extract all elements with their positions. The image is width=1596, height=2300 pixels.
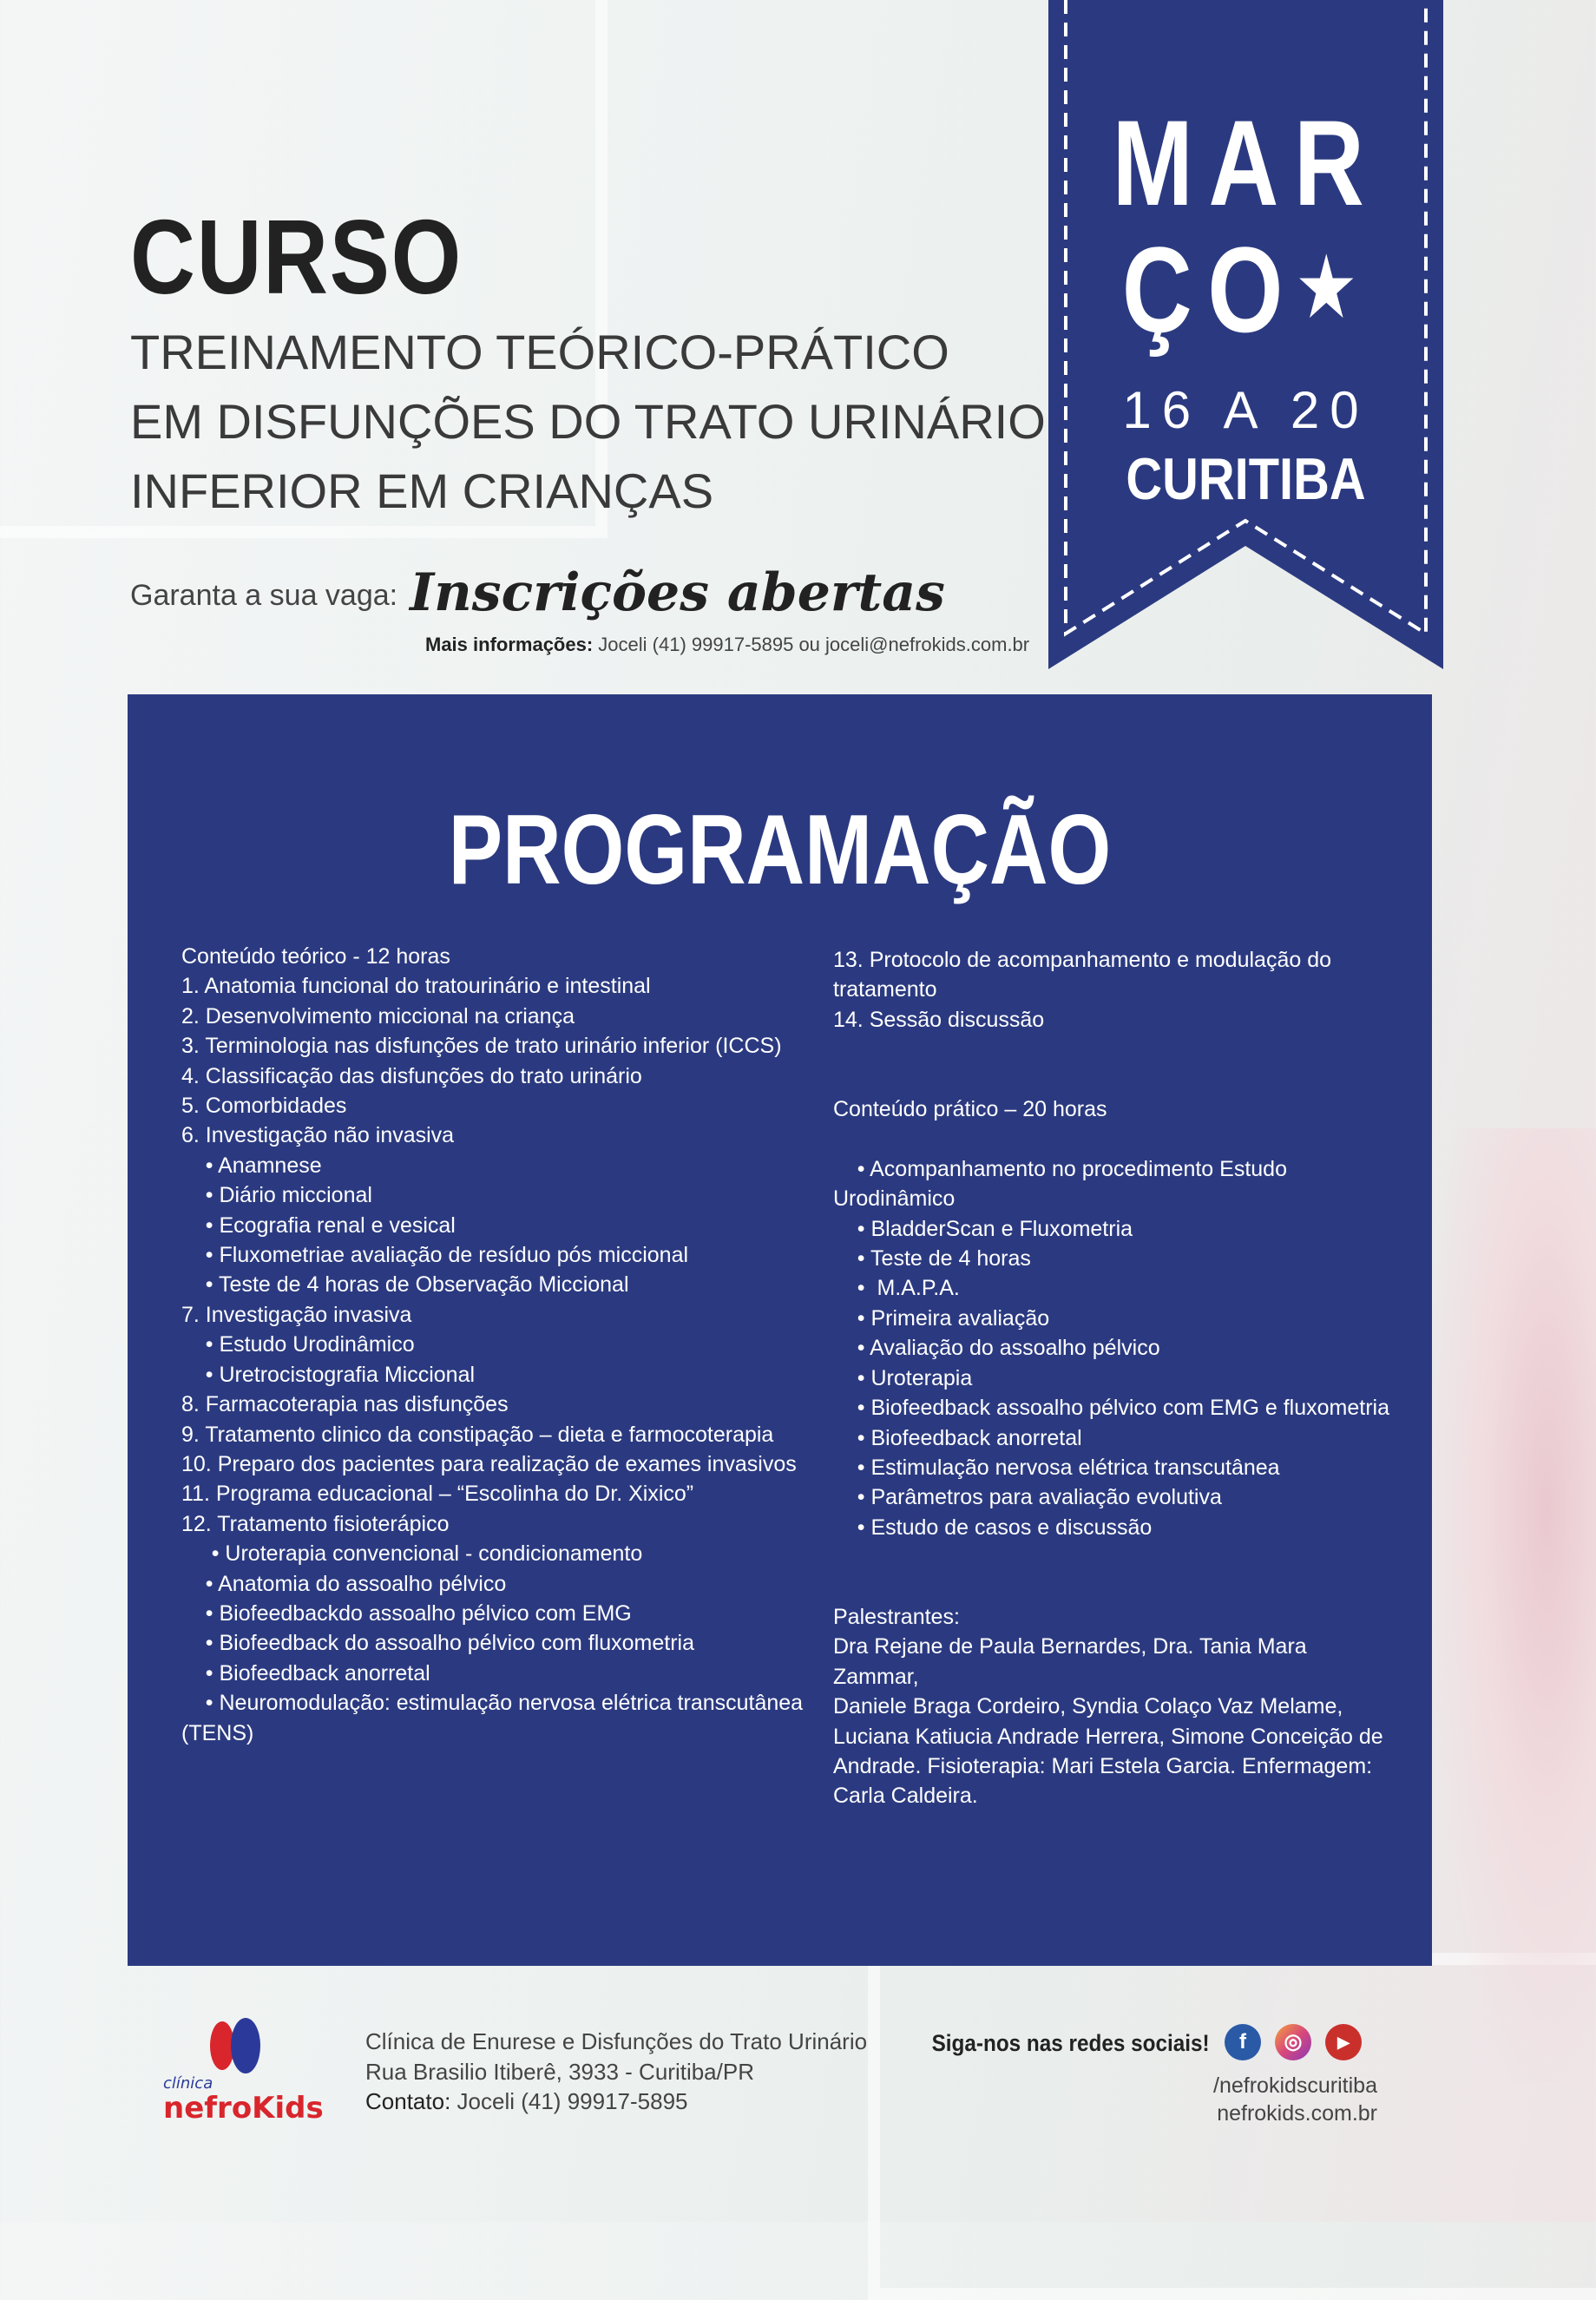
program-item: • Biofeedback assoalho pélvico com EMG e fluxometria [833, 1396, 1390, 1421]
program-item: Conteúdo teórico - 12 horas [181, 944, 450, 969]
program-right-column [833, 945, 1397, 1811]
youtube-icon[interactable]: ▶ [1325, 2024, 1362, 2060]
program-item [833, 1065, 1397, 1094]
svg-text:nefroKids: nefroKids [163, 2091, 324, 2124]
program-item: 3. Terminologia nas disfunções de trato urinário inferior (ICCS) [181, 1034, 782, 1059]
subtitle-line: EM DISFUNÇÕES DO TRATO URINÁRIO [130, 394, 1046, 449]
program-item: 8. Farmacoterapia nas disfunções [181, 1392, 509, 1417]
program-item: • Teste de 4 horas [833, 1246, 1031, 1272]
program-item: • Neuromodulação: estimulação nervosa elétrica transcutânea (TENS) [181, 1691, 810, 1745]
info-contact[interactable]: Joceli (41) 99917-5895 ou joceli@nefrokids.com.br [598, 634, 1030, 655]
social-handle[interactable]: /nefrokidscuritiba [1213, 2073, 1377, 2098]
program-title: PROGRAMAÇÃO [448, 795, 1112, 905]
program-item: • Diário miccional [181, 1183, 372, 1208]
program-item: • Acompanhamento no procedimento Estudo Urodinâmico [833, 1156, 1293, 1212]
star-icon: ★ [1298, 245, 1370, 332]
program-item: Conteúdo prático – 20 horas [833, 1097, 1107, 1122]
program-item: • BladderScan e Fluxometria [833, 1216, 1133, 1241]
program-item: 14. Sessão discussão [833, 1007, 1045, 1032]
background-child-photo [1432, 1128, 1596, 2083]
program-item: • Estimulação nervosa elétrica transcutânea [833, 1455, 1280, 1480]
program-item [833, 1542, 1397, 1572]
program-item: 13. Protocolo de acompanhamento e modulação do tratamento [833, 948, 1337, 1002]
program-item: • Biofeedback do assoalho pélvico com fluxometria [181, 1631, 695, 1656]
program-item: • Ecografia renal e vesical [181, 1212, 456, 1238]
program-item: 12. Tratamento fisioterápico [181, 1511, 450, 1536]
program-item: • Uroterapia [833, 1365, 973, 1390]
program-item: Dra Rejane de Paula Bernardes, Dra. Tania Mara Zammar, [833, 1634, 1313, 1689]
program-item: Palestrantes: [833, 1604, 960, 1629]
program-item: 11. Programa educacional – “Escolinha do Dr. Xixico” [181, 1482, 694, 1507]
subtitle-line: TREINAMENTO TEÓRICO-PRÁTICO [130, 325, 949, 379]
course-title: CURSO [130, 198, 463, 316]
program-item: • Estudo Urodinâmico [181, 1332, 415, 1357]
program-item: 4. Classificação das disfunções do trato urinário [181, 1063, 642, 1088]
program-item: • M.A.P.A. [833, 1276, 960, 1301]
social-links [1213, 2072, 1377, 2127]
program-item: • Uretrocistografia Miccional [181, 1362, 476, 1387]
program-left-column [181, 942, 810, 1748]
program-item: • Fluxometriae avaliação de resíduo pós miccional [181, 1243, 689, 1268]
program-item: Daniele Braga Cordeiro, Syndia Colaço Vaz Melame, Luciana Katiucia Andrade Herrera, Simone Conceição de Andrade. Fisioterapia: Mari Estela Garcia. Enfermagem: Carla Caldeira. [833, 1694, 1389, 1809]
svg-text:clínica: clínica [163, 2074, 213, 2093]
program-item [833, 1035, 1397, 1064]
month-line-1: MAR [1112, 95, 1380, 231]
course-subtitle [130, 318, 1046, 526]
event-city: CURITIBA [1126, 446, 1366, 512]
program-item: • Estudo de casos e discussão [833, 1515, 1153, 1540]
month-text: ÇO [1121, 221, 1299, 358]
subtitle-line: INFERIOR EM CRIANÇAS [130, 463, 714, 518]
program-item: 5. Comorbidades [181, 1094, 347, 1119]
program-item [833, 1573, 1397, 1602]
social-label: Siga-nos nas redes sociais! [931, 2030, 1210, 2056]
more-info [425, 634, 1029, 656]
program-item: • Biofeedbackdo assoalho pélvico com EMG [181, 1600, 632, 1626]
program-item: 2. Desenvolvimento miccional na criança [181, 1003, 575, 1028]
event-dates: 16 A 20 [1122, 381, 1369, 439]
program-panel [128, 694, 1432, 1966]
program-item: • Biofeedback anorretal [181, 1660, 430, 1686]
program-item: 7. Investigação invasiva [181, 1302, 412, 1327]
instagram-icon[interactable]: ◎ [1275, 2024, 1311, 2060]
contact-phone[interactable]: Joceli (41) 99917-5895 [456, 2088, 688, 2114]
program-item [833, 1124, 1397, 1153]
clinic-info [365, 2027, 867, 2117]
program-item: • Anamnese [181, 1153, 322, 1178]
program-item: 1. Anatomia funcional do tratourinário e intestinal [181, 974, 651, 999]
program-item: 6. Investigação não invasiva [181, 1123, 455, 1148]
program-item: • Uroterapia convencional - condicionamento [181, 1541, 643, 1567]
contact-label: Contato: [365, 2088, 451, 2114]
program-item: • Teste de 4 horas de Observação Miccional [181, 1272, 629, 1298]
website-link[interactable]: nefrokids.com.br [1217, 2101, 1377, 2126]
registration-open-text: Inscrições abertas [410, 562, 945, 623]
clinic-name: Clínica de Enurese e Disfunções do Trato Urinário [365, 2028, 868, 2054]
month-line-2 [1088, 221, 1404, 358]
info-label: Mais informações: [425, 634, 594, 655]
program-item: • Avaliação do assoalho pélvico [833, 1336, 1160, 1361]
cta-label: Garanta a sua vaga: [130, 579, 398, 612]
program-item: • Primeira avaliação [833, 1305, 1050, 1331]
program-item: • Anatomia do assoalho pélvico [181, 1571, 507, 1596]
registration-cta [130, 562, 945, 623]
program-item: 9. Tratamento clinico da constipação – dieta e farmocoterapia [181, 1422, 774, 1447]
clinic-address: Rua Brasilio Itiberê, 3933 - Curitiba/PR [365, 2058, 754, 2085]
program-item: 10. Preparo dos pacientes para realização de exames invasivos [181, 1451, 797, 1476]
program-item: • Parâmetros para avaliação evolutiva [833, 1485, 1222, 1510]
program-item: • Biofeedback anorretal [833, 1425, 1082, 1450]
nefrokids-logo [163, 2015, 328, 2124]
facebook-icon[interactable]: f [1225, 2024, 1261, 2060]
